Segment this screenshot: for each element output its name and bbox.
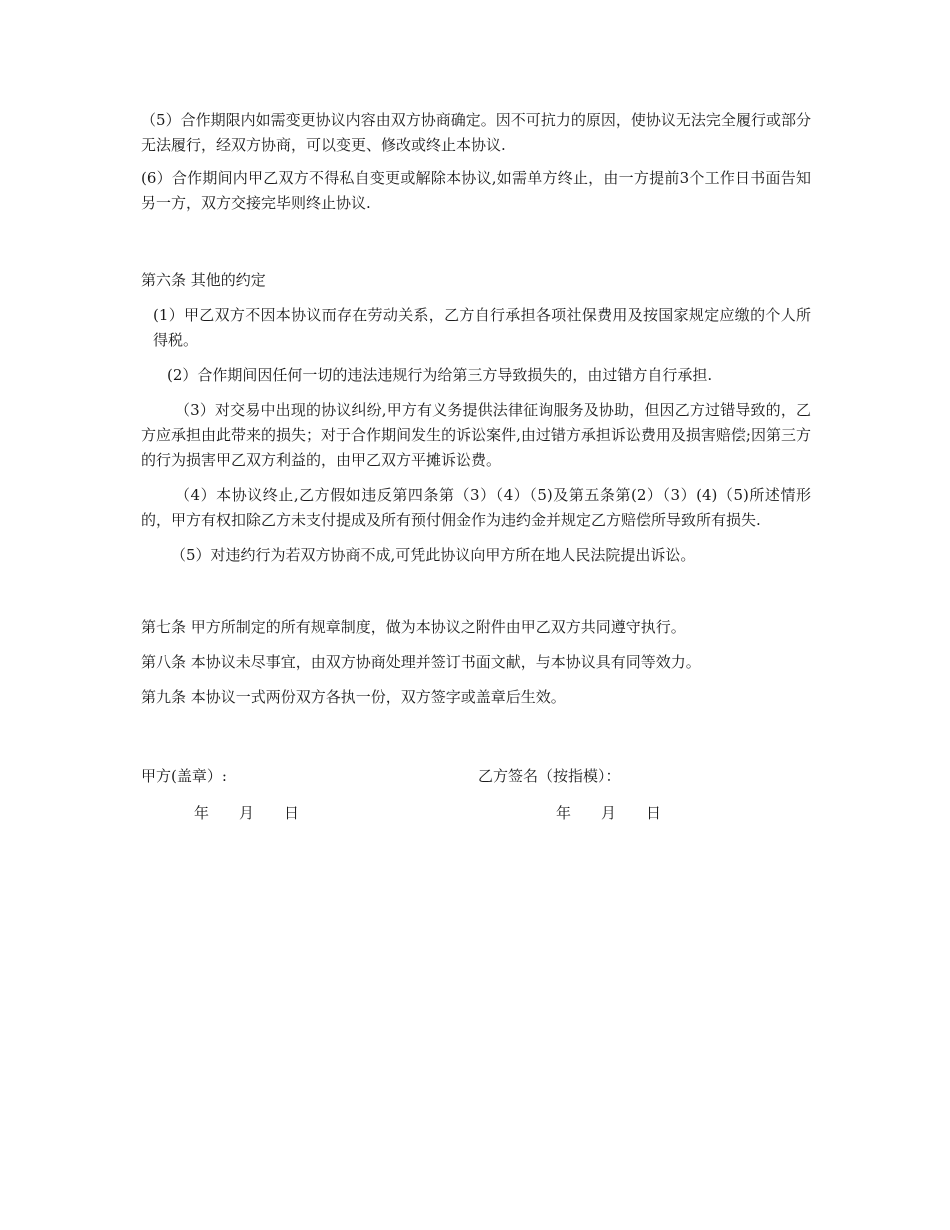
clause-5: （5）合作期限内如需变更协议内容由双方协商确定。因不可抗力的原因，使协议无法完全履行或部分无法履行，经双方协商，可以变更、修改或终止本协议. <box>141 111 811 154</box>
article-6-item-1: (1）甲乙双方不因本协议而存在劳动关系，乙方自行承担各项社保费用及按国家规定应缴的个人所得税。 <box>153 306 811 349</box>
clause-6: (6）合作期间内甲乙双方不得私自变更或解除本协议,如需单方终止，由一方提前3个工作日书面告知另一方，双方交接完毕则终止协议. <box>141 169 811 212</box>
date-year-label: 年 <box>194 804 210 822</box>
party-a-seal-label: 甲方(盖章）: <box>141 767 227 785</box>
article-6-item-4: （4）本协议终止,乙方假如违反第四条第（3）（4）（5)及第五条第(2）（3）(4)（5)所述情形的，甲方有权扣除乙方未支付提成及所有预付佣金作为违约金并规定乙方赔偿所导致所有损失. <box>141 486 811 529</box>
date-day-label: 日 <box>284 804 300 822</box>
date-day-label: 日 <box>646 804 662 822</box>
article-6-item-5: （5）对违约行为若双方协商不成,可凭此协议向甲方所在地人民法院提出诉讼。 <box>171 546 696 564</box>
article-7: 第七条 甲方所制定的所有规章制度，做为本协议之附件由甲乙双方共同遵守执行。 <box>141 618 686 636</box>
article-9: 第九条 本协议一式两份双方各执一份，双方签字或盖章后生效。 <box>141 688 566 706</box>
date-year-label: 年 <box>556 804 572 822</box>
party-b-signature-label: 乙方签名（按指模）： <box>478 767 621 785</box>
date-row <box>141 801 811 826</box>
party-a-date <box>194 801 299 826</box>
contract-page <box>141 108 811 826</box>
article-6-item-2: (2）合作期间因任何一切的违法违规行为给第三方导致损失的，由过错方自行承担. <box>167 366 713 384</box>
date-month-label: 月 <box>239 804 255 822</box>
signature-row <box>141 764 811 789</box>
article-6-title: 第六条 其他的约定 <box>141 271 266 289</box>
party-b-date <box>556 801 661 826</box>
article-8: 第八条 本协议未尽事宜，由双方协商处理并签订书面文献，与本协议具有同等效力。 <box>141 653 701 671</box>
article-6-item-3: （3）对交易中出现的协议纠纷,甲方有义务提供法律征询服务及协助，但因乙方过错导致的，乙方应承担由此带来的损失；对于合作期间发生的诉讼案件,由过错方承担诉讼费用及损害赔偿;因第三方的行为损害甲乙双方利益的，由甲乙双方平摊诉讼费。 <box>141 401 811 469</box>
date-month-label: 月 <box>601 804 617 822</box>
